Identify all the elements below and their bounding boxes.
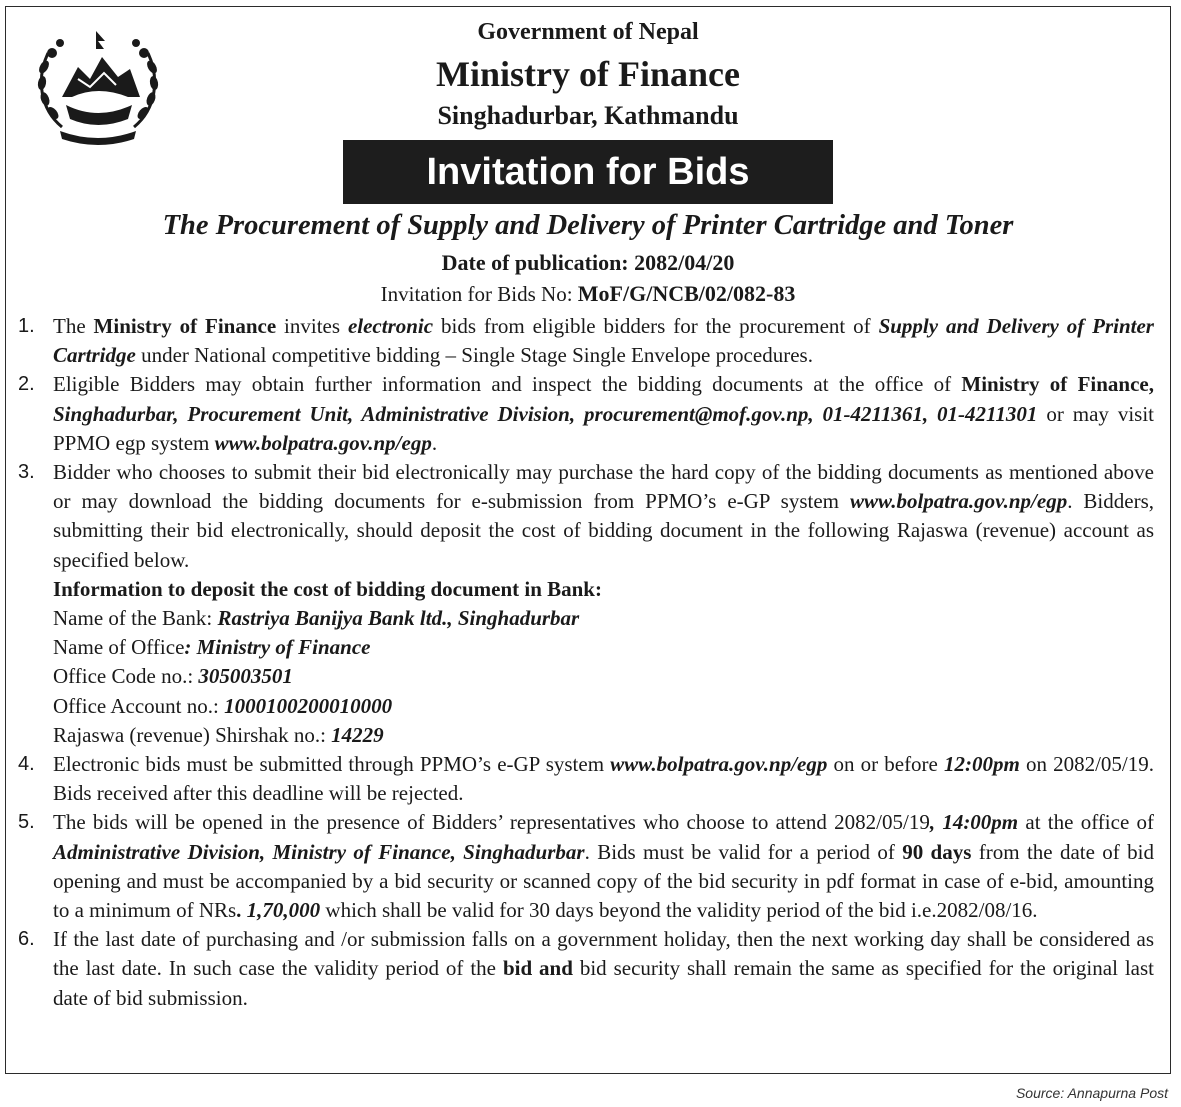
notice-body (14, 312, 1154, 1013)
bank-row-value: : Ministry of Finance (184, 635, 371, 660)
government-name: Government of Nepal (477, 19, 699, 45)
clause-text: on or before (827, 752, 944, 777)
bank-row (53, 721, 1154, 750)
bid-number-label: Invitation for Bids No: (380, 282, 573, 306)
bank-row-value: 14229 (331, 722, 384, 747)
bid-number-value: MoF/G/NCB/02/082-83 (577, 281, 796, 306)
clause-text: . Bidders, submitting their bid electronically, should deposit the cost of bidding document in the following Rajaswa (revenue) account as specified below. (53, 489, 1155, 572)
clause-text: which shall be valid for 30 days beyond the validity period of the bid i.e.2082/08/16. (320, 898, 1038, 923)
opening-time: , 14:00pm (929, 810, 1019, 835)
egp-link[interactable]: www.bolpatra.gov.np/egp (849, 489, 1068, 514)
clause-emphasis: Supply and Delivery of Printer Cartridge (53, 314, 1154, 368)
clause-6 (14, 925, 1154, 1013)
clause-1 (14, 312, 1154, 370)
clause-number: 3. (18, 461, 35, 484)
clause-text: The (53, 314, 94, 338)
bank-row-label: Rajaswa (revenue) Shirshak no.: (53, 722, 332, 747)
clause-text: Bidder who chooses to submit their bid electronically may purchase the hard copy of the bidding documents as mentioned above or may download the bidding documents for e-submission from PPMO’s e-GP system (53, 460, 1154, 514)
clause-text: bid security shall remain the same as specified for the original last date of bid submission. (53, 956, 1154, 1010)
source-credit: Source: Annapurna Post (1015, 1085, 1168, 1101)
bank-heading: Information to deposit the cost of bidding document in Bank: (53, 576, 602, 601)
clause-text: bids from eligible bidders for the procurement of (433, 314, 879, 338)
bank-row-label: Name of Office (53, 635, 185, 660)
clause-bold: bid and (502, 956, 573, 981)
egp-link[interactable]: www.bolpatra.gov.np/egp (214, 430, 432, 455)
clause-5 (14, 808, 1154, 925)
ministry-location: Singhadurbar, Kathmandu (437, 101, 739, 130)
egp-link[interactable]: www.bolpatra.gov.np/egp (610, 752, 828, 777)
clause-text: . Bids must be valid for a period of (584, 839, 903, 864)
bank-row-value: 305003501 (198, 664, 293, 689)
publication-value: 2082/04/20 (634, 250, 735, 275)
clause-text: or may visit PPMO egp system (53, 401, 1155, 455)
clause-3 (14, 458, 1154, 750)
clause-text: at the office of (1018, 810, 1155, 835)
clause-emphasis: electronic (347, 314, 434, 338)
validity-period: 90 days (902, 839, 972, 864)
bank-row-value: 1000100200010000 (224, 693, 393, 718)
deadline-time: 12:00pm (944, 752, 1020, 777)
clause-bold: Ministry of Finance (93, 314, 277, 338)
publication-date (6, 250, 1170, 276)
bank-row (53, 604, 1154, 633)
bank-row (53, 633, 1154, 662)
clause-text: on 2082/05/19. Bids received after this deadline will be rejected. (53, 752, 1154, 806)
clause-text: from the date of bid opening and must be accompanied by a bid security or scanned copy of the bid security in pdf format in case of e-bid, amounting to a minimum of NRs (53, 839, 1154, 923)
clause-number: 1. (18, 315, 35, 337)
clause-bold: . (236, 898, 247, 923)
bank-row (53, 692, 1154, 721)
clause-number: 2. (18, 373, 35, 396)
clause-4 (14, 750, 1154, 808)
notice-banner: Invitation for Bids (343, 140, 833, 204)
clause-number: 6. (18, 928, 35, 951)
clause-text: Eligible Bidders may obtain further information and inspect the bidding documents at the office of (53, 372, 962, 397)
clause-2 (14, 370, 1154, 458)
opening-venue: Administrative Division, Ministry of Finance, Singhadurbar (53, 839, 585, 864)
bank-row (53, 662, 1154, 691)
publication-label: Date of publication: (441, 250, 629, 275)
clause-text: invites (276, 314, 348, 338)
bank-row-label: Name of the Bank: (53, 606, 218, 631)
bank-row-value: Rastriya Banijya Bank ltd., Singhadurbar (217, 606, 580, 631)
contact-details: Singhadurbar, Procurement Unit, Administrative Division, procurement@mof.gov.np, 01-4211361, 01-4211301 (53, 401, 1038, 426)
bid-notice (5, 6, 1171, 1074)
procurement-subject: The Procurement of Supply and Delivery of Printer Cartridge and Toner (162, 210, 1014, 241)
bank-row-label: Office Code no.: (53, 664, 199, 689)
clause-text: If the last date of purchasing and /or submission falls on a government holiday, then the next working day shall be considered as the last date. In such case the validity period of the (53, 927, 1154, 981)
clause-number: 5. (18, 811, 35, 834)
clause-text: The bids will be opened in the presence of Bidders’ representatives who choose to attend 2082/05/19 (53, 810, 930, 835)
bid-security-amount: 1,70,000 (246, 898, 321, 923)
ministry-name: Ministry of Finance (436, 54, 740, 94)
clause-bold: Ministry of Finance, (961, 372, 1154, 397)
clause-text: under National competitive bidding – Single Stage Single Envelope procedures. (135, 343, 813, 368)
clause-text: Electronic bids must be submitted through PPMO’s e-GP system (53, 752, 611, 777)
clause-number: 4. (18, 753, 35, 776)
bank-row-label: Office Account no.: (53, 693, 225, 718)
bid-number (6, 281, 1170, 307)
clause-text: . (431, 430, 438, 455)
clause-list (14, 312, 1154, 1013)
